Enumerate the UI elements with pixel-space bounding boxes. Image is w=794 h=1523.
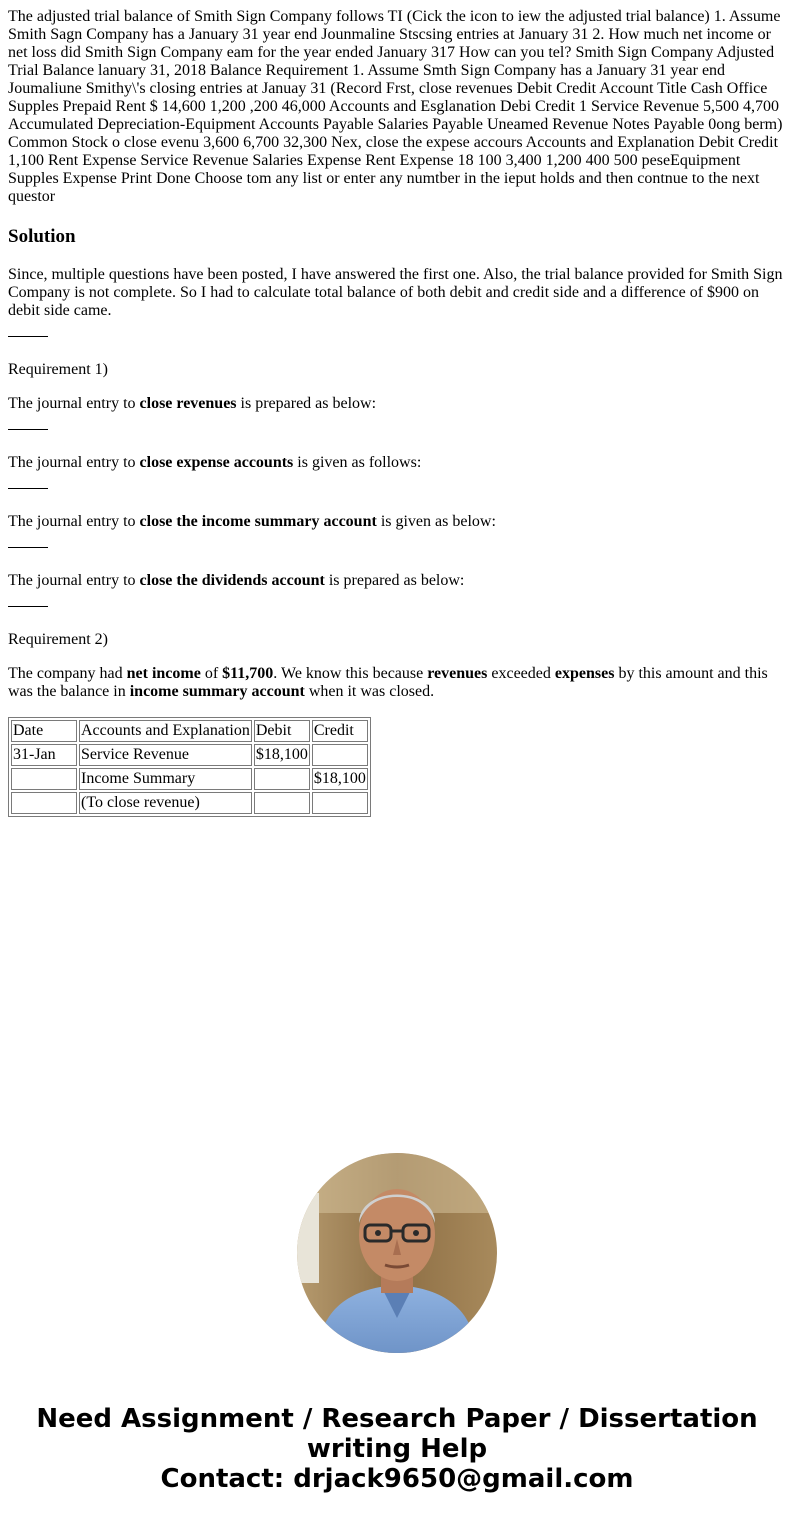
- header-account: Accounts and Explanation: [79, 720, 252, 742]
- entry-prefix: The journal entry to: [8, 513, 140, 530]
- table-row: [11, 744, 368, 766]
- cell-account: Income Summary: [79, 768, 252, 790]
- answer-text: when it was closed.: [304, 683, 435, 700]
- cell-credit: $18,100: [312, 768, 368, 790]
- entry-suffix: is given as follows:: [293, 454, 422, 471]
- entry-bold: close expense accounts: [139, 454, 294, 471]
- answer-bold: expenses: [554, 665, 615, 682]
- divider-line: [8, 336, 48, 337]
- requirement-2-label: Requirement 2): [8, 631, 108, 648]
- journal-entry-text: [8, 513, 786, 531]
- cell-account: (To close revenue): [79, 792, 252, 814]
- header-debit: Debit: [254, 720, 310, 742]
- journal-table: [8, 717, 371, 817]
- answer-text: exceeded: [487, 665, 555, 682]
- requirement-1-label: Requirement 1): [8, 361, 108, 378]
- entry-bold: close the income summary account: [139, 513, 377, 530]
- entry-suffix: is given as below:: [376, 513, 496, 530]
- journal-entry-text: [8, 572, 786, 590]
- cell-debit: $18,100: [254, 744, 310, 766]
- header-credit: Credit: [312, 720, 368, 742]
- entry-prefix: The journal entry to: [8, 454, 140, 471]
- solution-heading: Solution: [8, 226, 76, 247]
- entry-suffix: is prepared as below:: [324, 572, 465, 589]
- divider-line: [8, 547, 48, 548]
- answer-text: of: [200, 665, 223, 682]
- divider-line: [8, 606, 48, 607]
- answer-bold: revenues: [427, 665, 488, 682]
- entry-bold: close the dividends account: [139, 572, 325, 589]
- answer-text: . We know this because: [273, 665, 428, 682]
- cell-credit: [312, 744, 368, 766]
- journal-entry-text: [8, 454, 786, 472]
- solution-intro: Since, multiple questions have been posted, I have answered the first one. Also, the trial balance provided for Smith Sign Company is not complete. So I had to calculate total balance of both debit and credit side and a difference of $900 on debit side came.: [8, 266, 783, 319]
- journal-entry-text: [8, 395, 786, 413]
- header-date: Date: [11, 720, 77, 742]
- question-text: The adjusted trial balance of Smith Sign Company follows TI (Cick the icon to iew the adjusted trial balance) 1. Assume Smith Sagn Company has a January 31 year end Jounmaline Stscsing entries at January 31 2. How much net income or net loss did Smith Sign Company eam for the year ended January 317 How can you tel? Smith Sign Company Adjusted Trial Balance lanuary 31, 2018 Balance Requirement 1. Assume Smth Sign Company has a January 31 year end Joumaliune Smithy\'s closing entries at Januay 31 (Record Frst, close revenues Debit Credit Account Title Cash Office Supples Prepaid Rent $ 14,600 1,200 ,200 46,000 Accounts and Esglanation Debi Credit 1 Service Revenue 5,500 4,700 Accumulated Depreciation-Equipment Accounts Payable Salaries Payable Uneamed Revenue Notes Payable 0ong berm) Common Stock o close evenu 3,600 6,700 32,300 Nex, close the expese accours Accounts and Explanation Debit Credit 1,100 Rent Expense Service Revenue Salaries Expense Rent Expense 18 100 3,400 1,200 400 500 peseEquipment Supples Expense Print Done Choose tom any list or enter any numtber in the ieput holds and then contnue to the next questor: [8, 8, 783, 205]
- table-row: [11, 792, 368, 814]
- entry-prefix: The journal entry to: [8, 395, 140, 412]
- banner-line: Need Assignment / Research Paper / Dissertation: [36, 1404, 758, 1434]
- cell-credit: [312, 792, 368, 814]
- entry-suffix: is prepared as below:: [236, 395, 377, 412]
- cell-debit: [254, 792, 310, 814]
- divider-line: [8, 488, 48, 489]
- entry-bold: close revenues: [139, 395, 237, 412]
- table-row: [11, 768, 368, 790]
- cell-date: 31-Jan: [11, 744, 77, 766]
- answer-text: The company had: [8, 665, 127, 682]
- cell-account: Service Revenue: [79, 744, 252, 766]
- divider-line: [8, 429, 48, 430]
- answer-bold: net income: [126, 665, 201, 682]
- author-avatar: [297, 1153, 497, 1353]
- cell-date: [11, 792, 77, 814]
- requirement-2-answer: [8, 665, 786, 701]
- cell-date: [11, 768, 77, 790]
- banner-line: writing Help: [306, 1434, 488, 1464]
- banner-contact: Contact: drjack9650@gmail.com: [160, 1464, 634, 1494]
- table-header-row: [11, 720, 368, 742]
- author-photo-icon: [297, 1153, 497, 1353]
- answer-text: by this amount and this was the balance in: [8, 665, 768, 700]
- contact-banner: [0, 1404, 794, 1494]
- cell-debit: [254, 768, 310, 790]
- entry-prefix: The journal entry to: [8, 572, 140, 589]
- answer-bold: income summary account: [129, 683, 305, 700]
- answer-bold: $11,700: [222, 665, 274, 682]
